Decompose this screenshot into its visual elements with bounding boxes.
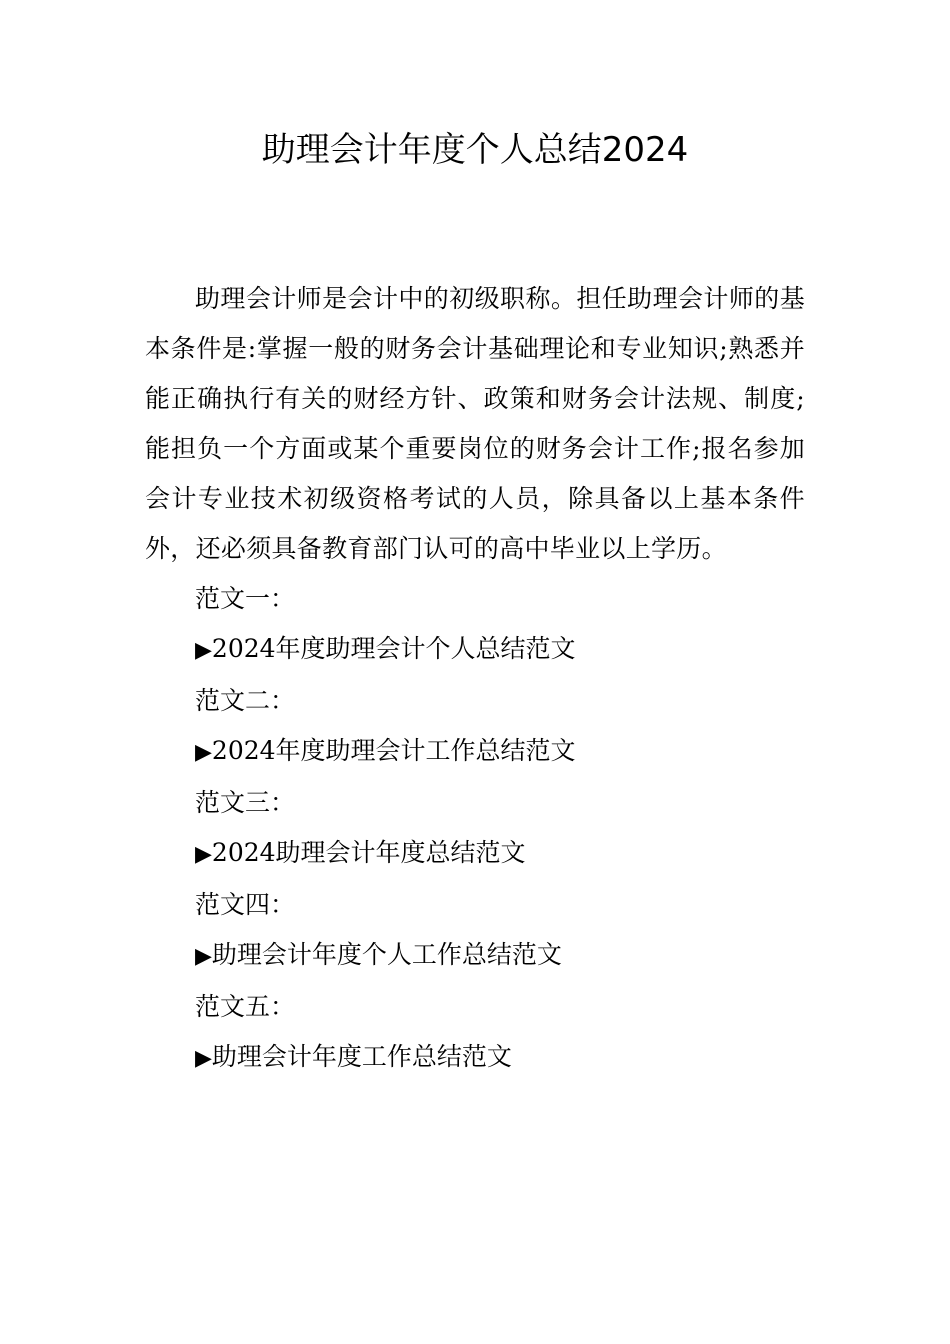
play-arrow-icon: ▶	[195, 1046, 212, 1071]
play-arrow-icon: ▶	[195, 740, 212, 765]
intro-paragraph: 助理会计师是会计中的初级职称。担任助理会计师的基本条件是:掌握一般的财务会计基础理论和专业知识;熟悉并能正确执行有关的财经方针、政策和财务会计法规、制度;能担负一个方面或某个重要岗位的财务会计工作;报名参加会计专业技术初级资格考试的人员，除具备以上基本条件外，还必须具备教育部门认可的高中毕业以上学历。	[145, 284, 805, 563]
play-arrow-icon: ▶	[195, 944, 212, 969]
sample-link-5[interactable]	[145, 1032, 805, 1084]
sample-link-1[interactable]	[145, 624, 805, 676]
sample-link-text[interactable]: 助理会计年度个人工作总结范文	[211, 940, 562, 969]
play-arrow-icon: ▶	[195, 842, 212, 867]
sample-link-text[interactable]: 助理会计年度工作总结范文	[211, 1042, 512, 1071]
document-body	[145, 274, 805, 1084]
sample-link-3[interactable]	[145, 828, 805, 880]
sample-link-text[interactable]: 2024助理会计年度总结范文	[211, 838, 526, 867]
sample-link-text[interactable]: 2024年度助理会计工作总结范文	[211, 736, 576, 765]
play-arrow-icon: ▶	[195, 638, 212, 663]
sample-label-5: 范文五：	[195, 992, 296, 1021]
sample-link-text[interactable]: 2024年度助理会计个人总结范文	[211, 634, 576, 663]
sample-label-1: 范文一：	[195, 584, 296, 613]
document-title: 助理会计年度个人总结2024	[261, 130, 689, 170]
sample-link-4[interactable]	[145, 930, 805, 982]
sample-link-2[interactable]	[145, 726, 805, 778]
sample-label-4: 范文四：	[195, 890, 296, 919]
sample-label-2: 范文二：	[195, 686, 296, 715]
sample-label-3: 范文三：	[195, 788, 296, 817]
